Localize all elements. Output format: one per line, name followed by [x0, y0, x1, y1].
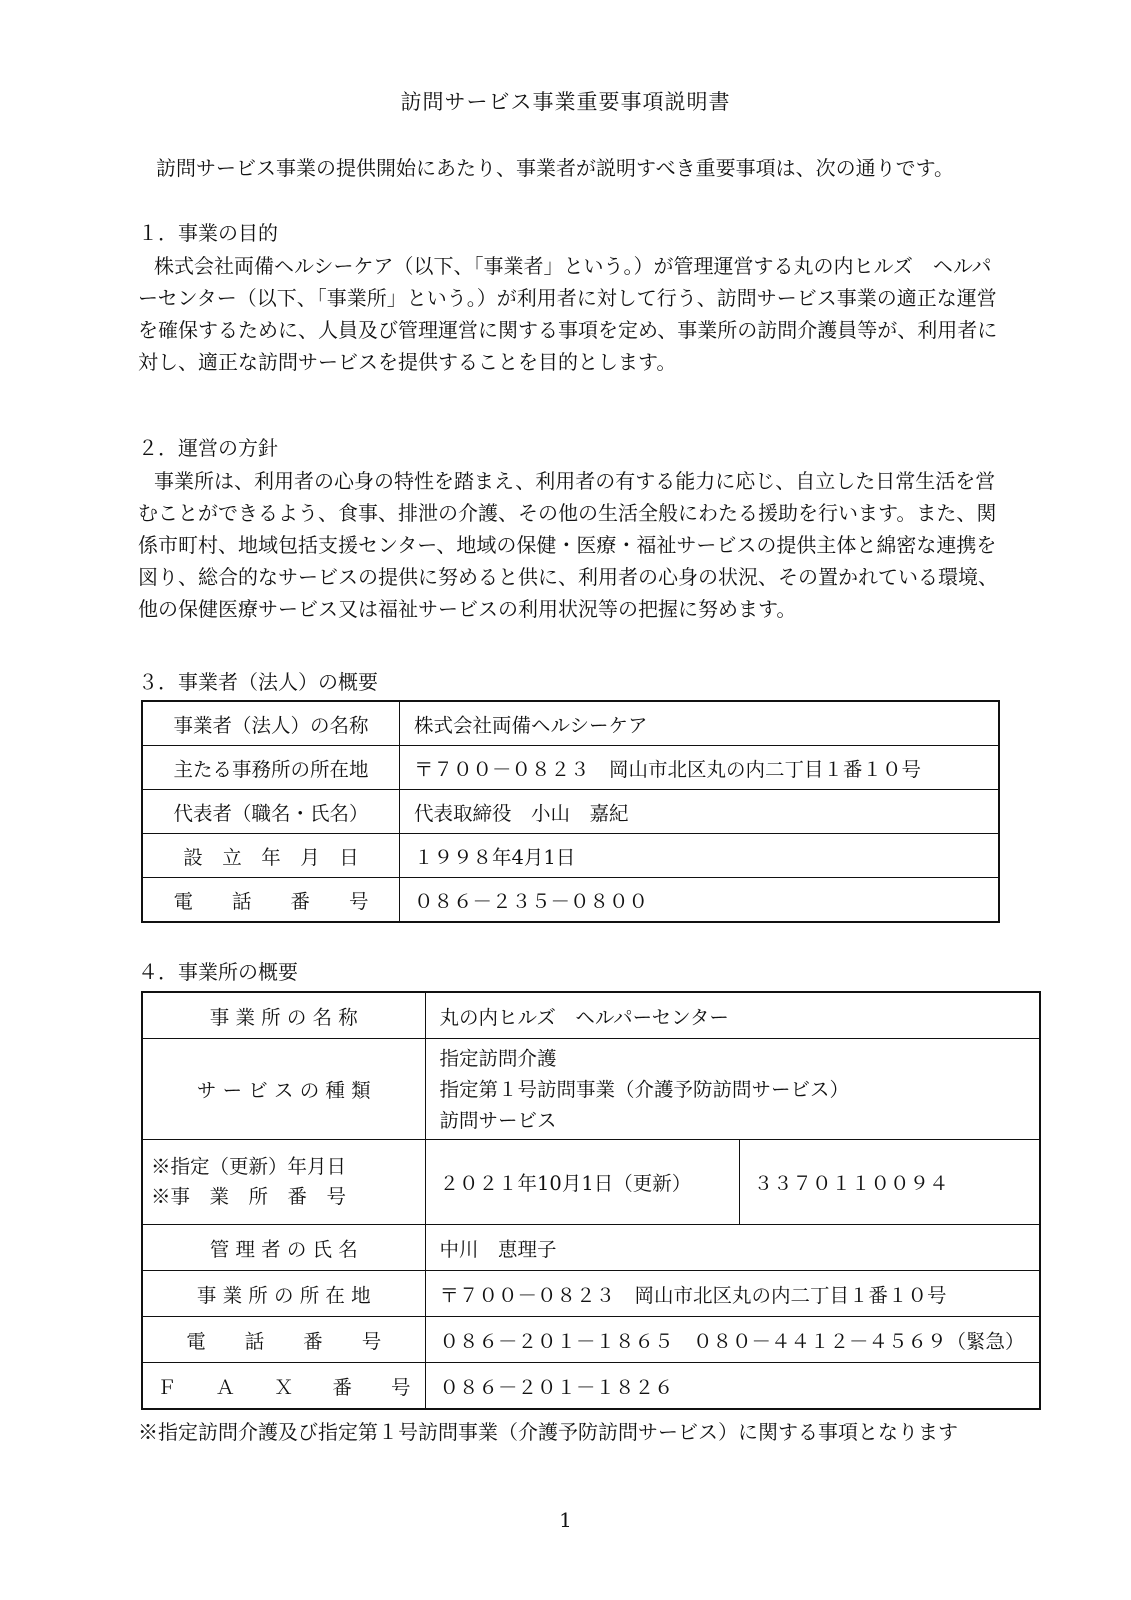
footnote: ※指定訪問介護及び指定第１号訪問事業（介護予防訪問サービス）に関する事項となります: [138, 1420, 958, 1444]
office-number-value: ３３７０１１００９４: [739, 1140, 1040, 1225]
designation-label: [142, 1140, 425, 1225]
table-row: [142, 1140, 1040, 1225]
manager-label: 管 理 者 の 氏 名: [142, 1225, 425, 1271]
section3-heading: ３．事業者（法人）の概要: [138, 670, 378, 694]
corp-established-label: 設 立 年 月 日: [142, 834, 400, 878]
office-name-label: 事 業 所 の 名 称: [142, 992, 425, 1039]
corp-address-label: 主たる事務所の所在地: [142, 746, 400, 790]
corporation-table: [141, 700, 1000, 923]
corp-representative-label: 代表者（職名・氏名）: [142, 790, 400, 834]
office-fax-label: Ｆ Ａ Ｘ 番 号: [142, 1363, 425, 1410]
section2-line: 係市町村、地域包括支援センター、地域の保健・医療・福祉サービスの提供主体と綿密な連携を: [138, 533, 997, 557]
service-type-item: 訪問サービス: [439, 1108, 557, 1132]
office-name-value: 丸の内ヒルズ ヘルパーセンター: [425, 992, 1040, 1039]
office-address-value: 〒７００－０８２３ 岡山市北区丸の内二丁目１番１０号: [425, 1271, 1040, 1317]
table-row: [142, 746, 999, 790]
table-row: [142, 992, 1040, 1039]
section2-heading: ２．運営の方針: [138, 436, 278, 460]
office-fax-value: ０８６－２０１－１８２６: [425, 1363, 1040, 1410]
table-row: [142, 1317, 1040, 1363]
service-type-list: [425, 1039, 1040, 1140]
table-row: [142, 1225, 1040, 1271]
section2-line: 図り、総合的なサービスの提供に努めると供に、利用者の心身の状況、その置かれている環境、: [138, 565, 998, 589]
table-row: [142, 1363, 1040, 1410]
corp-name-value: 株式会社両備ヘルシーケア: [400, 701, 1000, 746]
section1-heading: １．事業の目的: [138, 221, 278, 245]
table-row: [142, 878, 999, 923]
section1-line: を確保するために、人員及び管理運営に関する事項を定め、事業所の訪問介護員等が、利用者に: [138, 318, 998, 342]
office-phone-value: ０８６－２０１－１８６５ ０８０－４４１２－４５６９（緊急）: [425, 1317, 1040, 1363]
corp-phone-value: ０８６－２３５－０８００: [400, 878, 1000, 923]
table-row: [142, 1039, 1040, 1140]
section4-heading: ４．事業所の概要: [138, 960, 298, 984]
office-phone-label: 電 話 番 号: [142, 1317, 425, 1363]
designation-date-label: ※指定（更新）年月日: [151, 1155, 347, 1178]
manager-value: 中川 恵理子: [425, 1225, 1040, 1271]
service-type-label: サ ー ビ ス の 種 類: [142, 1039, 425, 1140]
intro-text: 訪問サービス事業の提供開始にあたり、事業者が説明すべき重要事項は、次の通りです。: [156, 156, 954, 180]
page-number: 1: [559, 1508, 572, 1532]
table-row: [142, 790, 999, 834]
office-address-label: 事 業 所 の 所 在 地: [142, 1271, 425, 1317]
document-title: 訪問サービス事業重要事項説明書: [400, 90, 731, 114]
table-row: [142, 701, 999, 746]
corp-name-label: 事業者（法人）の名称: [142, 701, 400, 746]
service-type-item: 指定訪問介護: [439, 1046, 557, 1070]
table-row: [142, 1271, 1040, 1317]
section1-line: 対し、適正な訪問サービスを提供することを目的とします。: [138, 350, 677, 374]
office-table: [141, 991, 1041, 1410]
section2-line: 事業所は、利用者の心身の特性を踏まえ、利用者の有する能力に応じ、自立した日常生活を営: [154, 469, 996, 493]
corp-representative-value: 代表取締役 小山 嘉紀: [400, 790, 1000, 834]
section1-body: [138, 250, 998, 378]
section1-line: 株式会社両備ヘルシーケア（以下、「事業者」という。）が管理運営する丸の内ヒルズ ヘルパ: [154, 254, 992, 278]
table-row: [142, 834, 999, 878]
corp-phone-label: 電 話 番 号: [142, 878, 400, 923]
office-number-label: ※事 業 所 番 号: [151, 1185, 347, 1208]
corp-established-value: １９９８年4月1日: [400, 834, 1000, 878]
section2-body: [138, 465, 998, 625]
section1-line: ーセンター（以下、「事業所」という。）が利用者に対して行う、訪問サービス事業の適正な運営: [138, 286, 997, 310]
service-type-item: 指定第１号訪問事業（介護予防訪問サービス）: [439, 1077, 850, 1101]
section2-line: 他の保健医療サービス又は福祉サービスの利用状況等の把握に努めます。: [138, 597, 797, 621]
section2-line: むことができるよう、食事、排泄の介護、その他の生活全般にわたる援助を行います。また、関: [138, 501, 997, 525]
corp-address-value: 〒７００－０８２３ 岡山市北区丸の内二丁目１番１０号: [400, 746, 1000, 790]
designation-date-value: ２０２１年10月1日（更新）: [425, 1140, 739, 1225]
